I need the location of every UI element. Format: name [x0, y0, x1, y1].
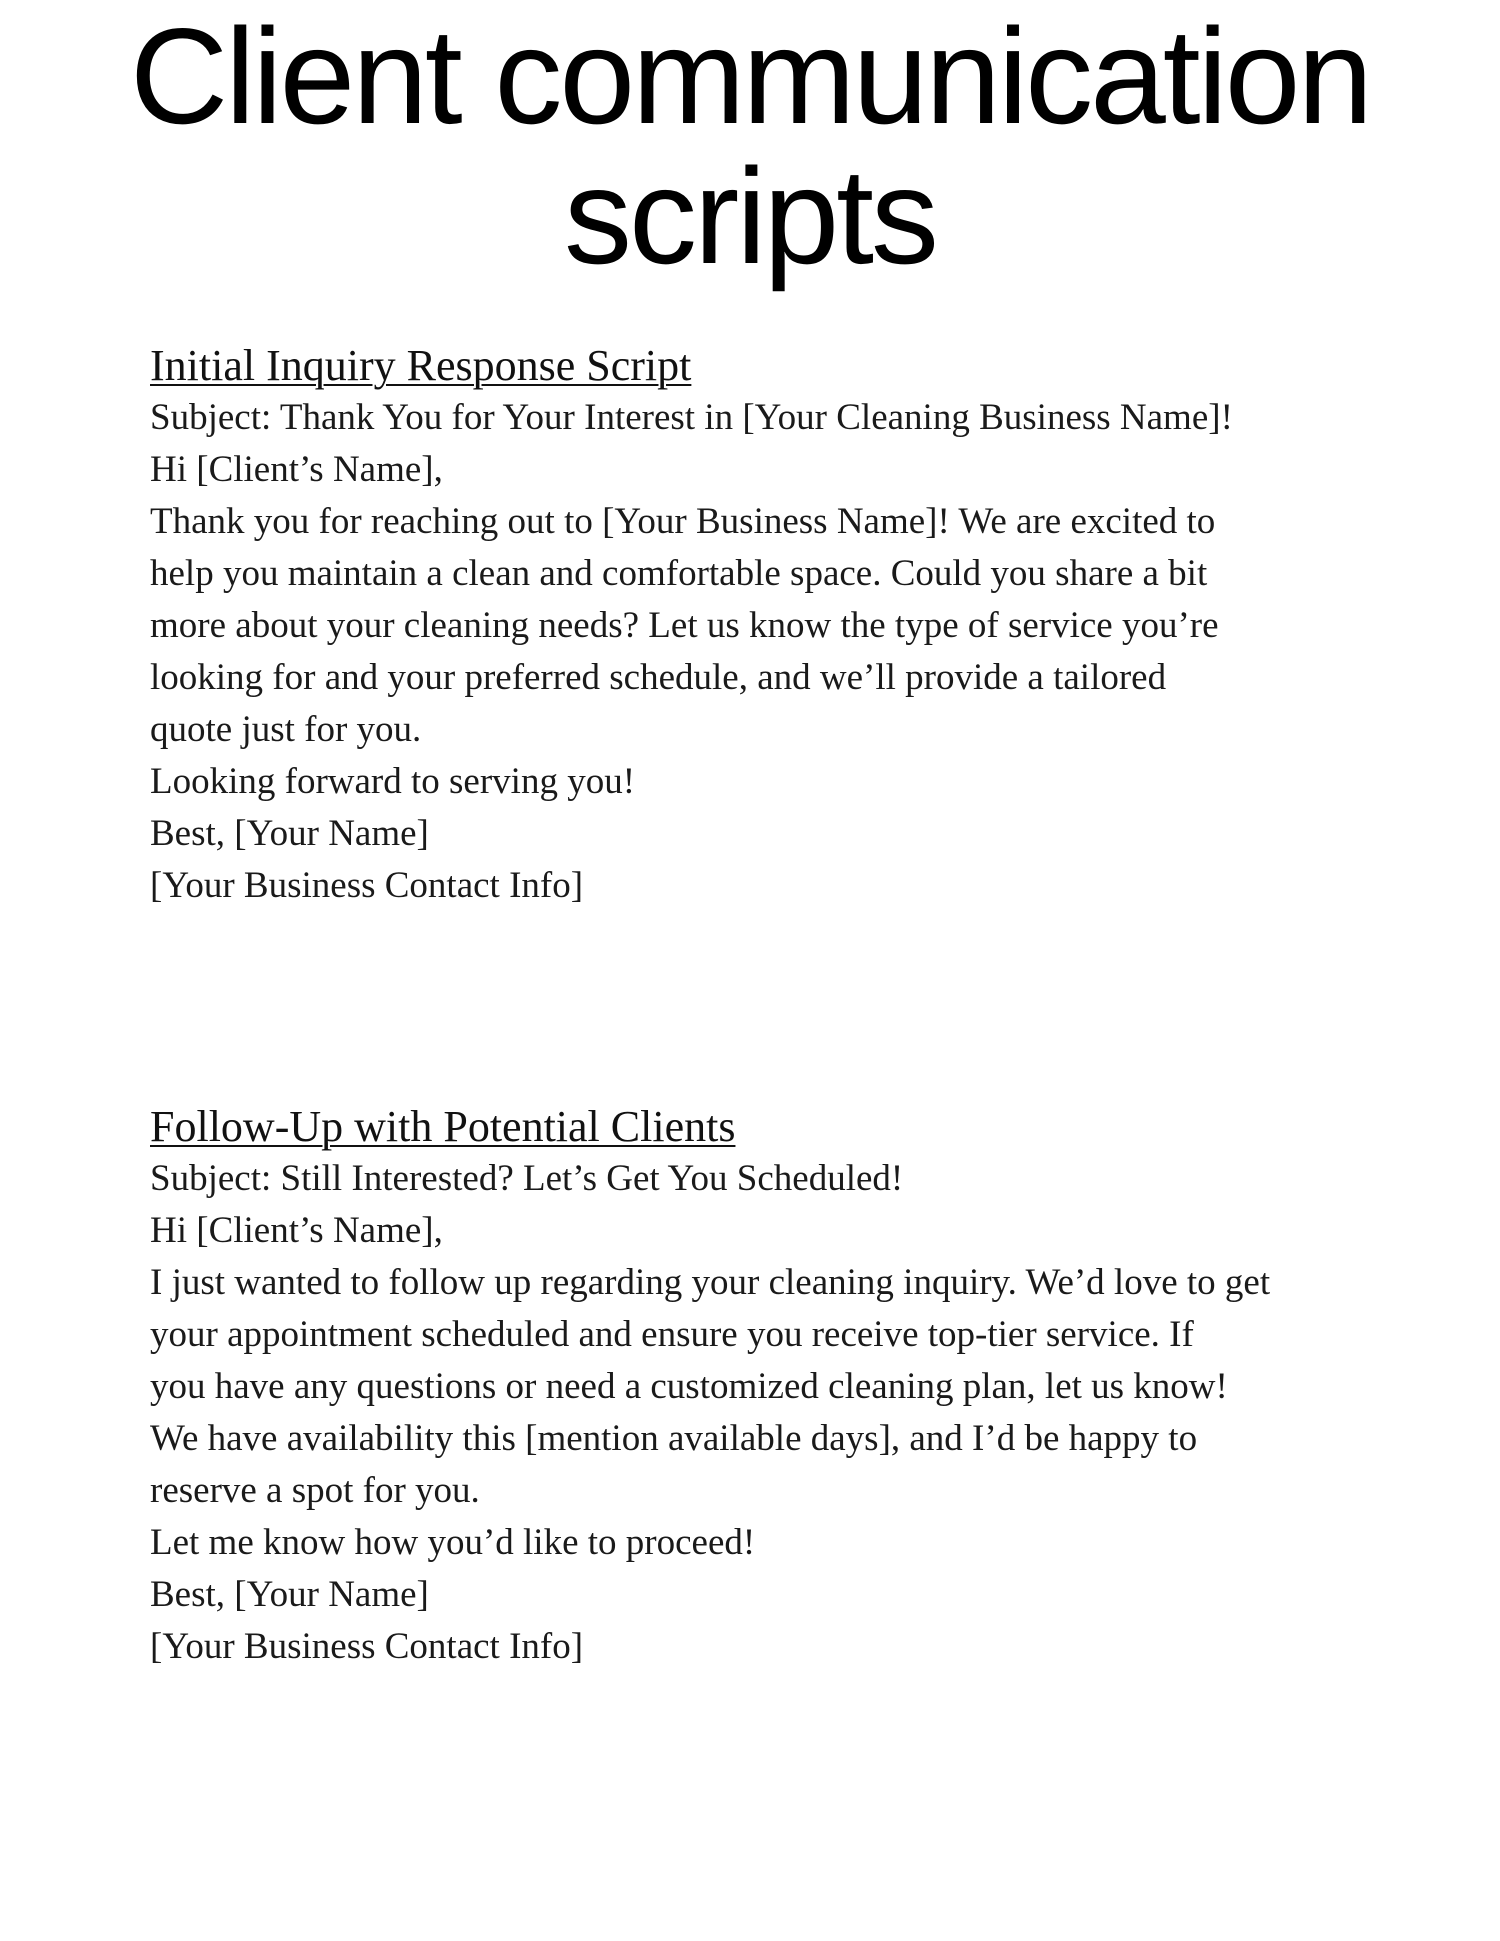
page-title-line-1: Client communication	[129, 0, 1371, 152]
email-closing: Looking forward to serving you!	[150, 761, 636, 802]
script-section-follow-up	[150, 1097, 1370, 1673]
email-body-line: reserve a spot for you.	[150, 1470, 480, 1511]
email-body-line: We have availability this [mention available days], and I’d be happy to	[150, 1418, 1198, 1459]
email-body-line: help you maintain a clean and comfortable space. Could you share a bit	[150, 553, 1208, 594]
email-body-line: your appointment scheduled and ensure you receive top-tier service. If	[150, 1314, 1194, 1355]
email-body-line: quote just for you.	[150, 709, 422, 750]
email-signoff: Best, [Your Name]	[150, 1574, 429, 1615]
email-body-line: more about your cleaning needs? Let us know the type of service you’re	[150, 605, 1219, 646]
email-subject: Subject: Still Interested? Let’s Get You Scheduled!	[150, 1158, 904, 1199]
email-contact: [Your Business Contact Info]	[150, 1626, 584, 1667]
email-closing: Let me know how you’d like to proceed!	[150, 1522, 756, 1563]
section-heading: Initial Inquiry Response Script	[150, 341, 692, 390]
email-body-line: I just wanted to follow up regarding your cleaning inquiry. We’d love to get	[150, 1262, 1271, 1303]
email-greeting: Hi [Client’s Name],	[150, 1210, 443, 1251]
script-section-initial-inquiry	[150, 336, 1370, 912]
page-title	[0, 0, 1500, 292]
email-signoff: Best, [Your Name]	[150, 813, 429, 854]
email-body-line: Thank you for reaching out to [Your Business Name]! We are excited to	[150, 501, 1216, 542]
email-subject: Subject: Thank You for Your Interest in [Your Cleaning Business Name]!	[150, 397, 1233, 438]
email-contact: [Your Business Contact Info]	[150, 865, 584, 906]
email-greeting: Hi [Client’s Name],	[150, 449, 443, 490]
page-title-line-2: scripts	[564, 140, 936, 292]
email-body-line: you have any questions or need a customized cleaning plan, let us know!	[150, 1366, 1228, 1407]
email-body-line: looking for and your preferred schedule, and we’ll provide a tailored	[150, 657, 1167, 698]
section-heading: Follow-Up with Potential Clients	[150, 1102, 736, 1151]
